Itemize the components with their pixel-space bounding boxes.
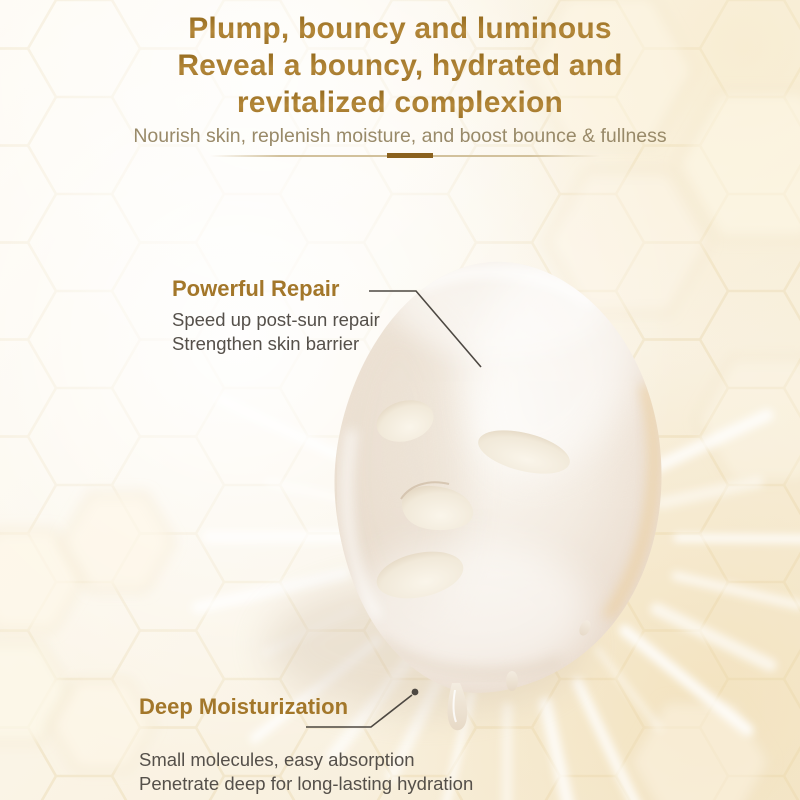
callout-powerful-repair	[172, 276, 380, 355]
gel-droplet	[506, 671, 518, 691]
callout-heading: Deep Moisturization	[139, 694, 349, 719]
callout-heading: Powerful Repair	[172, 276, 340, 301]
callout-text-line: Speed up post-sun repair	[172, 309, 380, 330]
callout-body	[139, 748, 473, 795]
divider-line	[210, 155, 600, 157]
hero-header	[0, 10, 800, 148]
divider-accent-bar	[387, 153, 433, 158]
callout-deep-moisturization	[139, 694, 473, 795]
callout-text-line: Strengthen skin barrier	[172, 332, 360, 354]
headline-line-3: revitalized complexion	[0, 84, 800, 121]
callout-text-line: Penetrate deep for long-lasting hydration	[139, 772, 474, 794]
callout-text-line: Small molecules, easy absorption	[139, 749, 415, 770]
headline-line-2: Reveal a bouncy, hydrated and	[0, 47, 800, 84]
callout-body	[172, 308, 380, 355]
hero-subtitle: Nourish skin, replenish moisture, and boost bounce & fullness	[133, 125, 667, 147]
headline-line-1: Plump, bouncy and luminous	[0, 10, 800, 47]
